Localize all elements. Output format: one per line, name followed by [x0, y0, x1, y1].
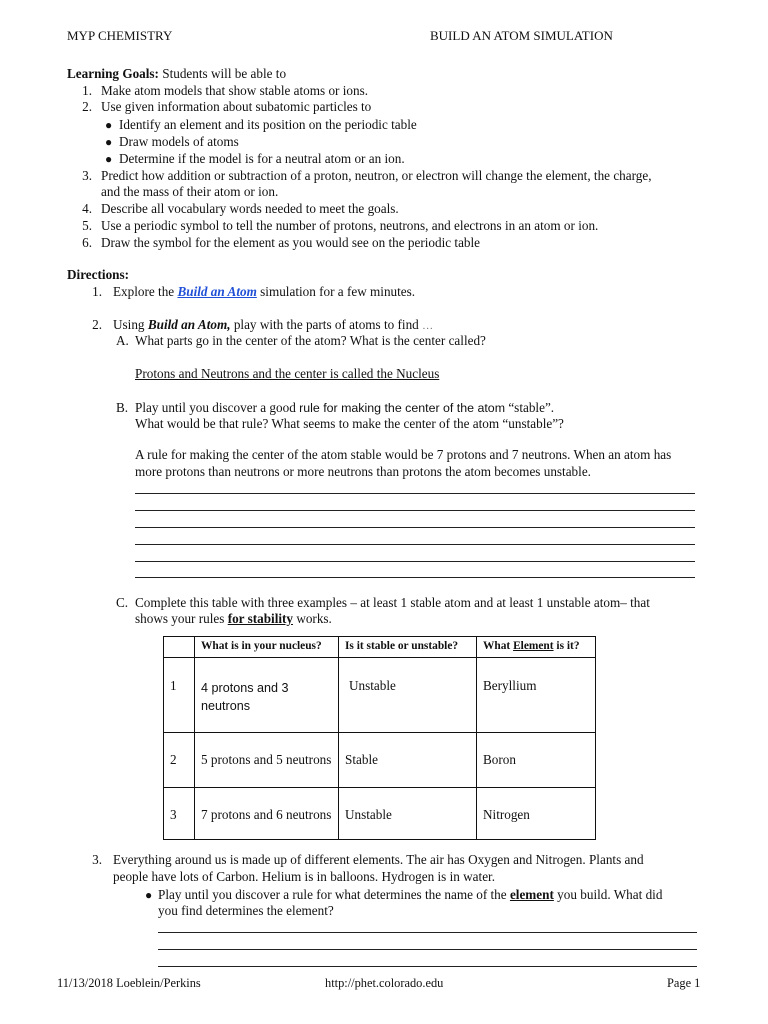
- table-header-cell: [164, 637, 195, 658]
- table-header-cell: [477, 637, 596, 658]
- part-b-rule-text: rule for making the center of the atom: [299, 401, 506, 415]
- table-row: [164, 658, 596, 733]
- bullet-icon: ●: [145, 888, 153, 902]
- part-b-line-1: [135, 400, 554, 417]
- part-c-label: C.: [116, 595, 129, 610]
- table-row: [164, 733, 596, 788]
- goal-item-continuation: and the mass of their atom or ion.: [101, 184, 279, 199]
- answer-blank-line[interactable]: [135, 510, 695, 511]
- step-3-line-2: people have lots of Carbon. Helium is in balloons. Hydrogen is in water.: [113, 869, 496, 884]
- goal-number: 5.: [82, 218, 92, 233]
- answer-blank-line[interactable]: [135, 527, 695, 528]
- learning-goals-label: Learning Goals:: [67, 66, 159, 81]
- step-3-bullet-text-end: you build. What did: [553, 887, 663, 902]
- goal-number: 4.: [82, 201, 92, 216]
- goal-subitem: Determine if the model is for a neutral atom or an ion.: [119, 151, 405, 166]
- step-number: 1.: [92, 284, 102, 299]
- header-text-end: is it?: [553, 640, 580, 652]
- step-number: 2.: [92, 317, 102, 332]
- step-2-sim-name: Build an Atom,: [147, 317, 231, 332]
- footer-page-number: Page 1: [667, 976, 701, 990]
- goal-number: 2.: [82, 99, 92, 114]
- header-course: MYP CHEMISTRY: [67, 28, 173, 43]
- answer-blank-line[interactable]: [158, 949, 697, 950]
- goal-subitem: Draw models of atoms: [119, 134, 239, 149]
- answer-blank-line[interactable]: [135, 561, 695, 562]
- part-c-line-1: Complete this table with three examples – at least 1 stable atom and at least 1 unstable atom– that: [135, 595, 650, 610]
- table-header-row: [164, 637, 596, 658]
- step-2-text: Using: [113, 317, 148, 332]
- header-text: What: [483, 640, 514, 652]
- answer-blank-line[interactable]: [135, 493, 695, 494]
- stability-cell: Unstable: [339, 788, 477, 840]
- header-element-word: Element: [513, 640, 554, 652]
- element-cell: Beryllium: [477, 658, 596, 733]
- goal-item: Draw the symbol for the element as you would see on the periodic table: [101, 235, 481, 250]
- part-b-line-2: What would be that rule? What seems to make the center of the atom “unstable”?: [135, 416, 564, 431]
- part-b-text: Play until you discover a good: [135, 400, 300, 415]
- step-2-ellipsis: …: [422, 320, 434, 332]
- part-c-stability: for stability: [227, 611, 294, 626]
- part-b-answer-2: more protons than neutrons or more neutrons than protons the atom becomes unstable.: [135, 464, 591, 479]
- step-2-text-end: play with the parts of atoms to find: [230, 317, 423, 332]
- build-an-atom-link[interactable]: Build an Atom: [177, 284, 257, 299]
- table-header-cell: Is it stable or unstable?: [339, 637, 477, 658]
- step-3-bullet-text: Play until you discover a rule for what determines the name of the: [158, 887, 510, 902]
- row-number: 3: [164, 788, 195, 840]
- part-a-label: A.: [116, 333, 129, 348]
- step-number: 3.: [92, 852, 102, 867]
- header-title: BUILD AN ATOM SIMULATION: [430, 28, 613, 43]
- part-a-answer: Protons and Neutrons and the center is called the Nucleus: [135, 366, 440, 381]
- footer-url: http://phet.colorado.edu: [325, 976, 444, 990]
- nucleus-cell: 5 protons and 5 neutrons: [195, 733, 339, 788]
- answer-blank-line[interactable]: [158, 966, 697, 967]
- goal-item: Use given information about subatomic particles to: [101, 99, 372, 114]
- element-cell: Boron: [477, 733, 596, 788]
- learning-goals-intro: Students will be able to: [158, 66, 287, 81]
- step-1: [113, 284, 415, 301]
- bullet-icon: ●: [105, 152, 113, 166]
- answer-blank-line[interactable]: [135, 544, 695, 545]
- part-b-answer-1: A rule for making the center of the atom stable would be 7 protons and 7 neutrons. When an atom has: [135, 447, 672, 462]
- directions-heading: Directions:: [67, 267, 130, 282]
- answer-blank-line[interactable]: [158, 932, 697, 933]
- step-3-bullet: [158, 887, 662, 904]
- goal-subitem: Identify an element and its position on the periodic table: [119, 117, 417, 132]
- part-b-label: B.: [116, 400, 129, 415]
- goal-number: 3.: [82, 168, 92, 183]
- nucleus-cell: 7 protons and 6 neutrons: [195, 788, 339, 840]
- step-1-text-end: simulation for a few minutes.: [256, 284, 416, 299]
- table-header-cell: What is in your nucleus?: [195, 637, 339, 658]
- row-number: 1: [164, 658, 195, 733]
- goal-number: 6.: [82, 235, 92, 250]
- part-c-text: shows your rules: [135, 611, 228, 626]
- step-3-bullet-line-2: you find determines the element?: [158, 903, 334, 918]
- step-3-line-1: Everything around us is made up of different elements. The air has Oxygen and Nitrogen. Plants and: [113, 852, 644, 867]
- step-3-element-word: element: [509, 887, 554, 902]
- step-2: [113, 317, 433, 335]
- footer-date-authors: 11/13/2018 Loeblein/Perkins: [57, 976, 201, 990]
- part-a-question: What parts go in the center of the atom? What is the center called?: [135, 333, 486, 348]
- part-b-stable-quote: “stable”.: [505, 400, 555, 415]
- answer-blank-line[interactable]: [135, 577, 695, 578]
- stability-cell: Stable: [339, 733, 477, 788]
- part-c-text-end: works.: [293, 611, 332, 626]
- bullet-icon: ●: [105, 135, 113, 149]
- step-1-text: Explore the: [113, 284, 178, 299]
- bullet-icon: ●: [105, 118, 113, 132]
- nucleus-cell: 4 protons and 3 neutrons: [195, 658, 339, 733]
- goal-number: 1.: [82, 83, 92, 98]
- part-c-line-2: [135, 611, 332, 628]
- goal-item: Make atom models that show stable atoms or ions.: [101, 83, 369, 98]
- goal-item: Use a periodic symbol to tell the number of protons, neutrons, and electrons in an atom or ion.: [101, 218, 599, 233]
- goal-item: Describe all vocabulary words needed to meet the goals.: [101, 201, 399, 216]
- learning-goals-heading: [67, 66, 286, 83]
- stability-cell: Unstable: [339, 658, 477, 733]
- stability-table: [163, 636, 596, 840]
- element-cell: Nitrogen: [477, 788, 596, 840]
- table-row: [164, 788, 596, 840]
- row-number: 2: [164, 733, 195, 788]
- goal-item: Predict how addition or subtraction of a proton, neutron, or electron will change the element, the charge,: [101, 168, 652, 183]
